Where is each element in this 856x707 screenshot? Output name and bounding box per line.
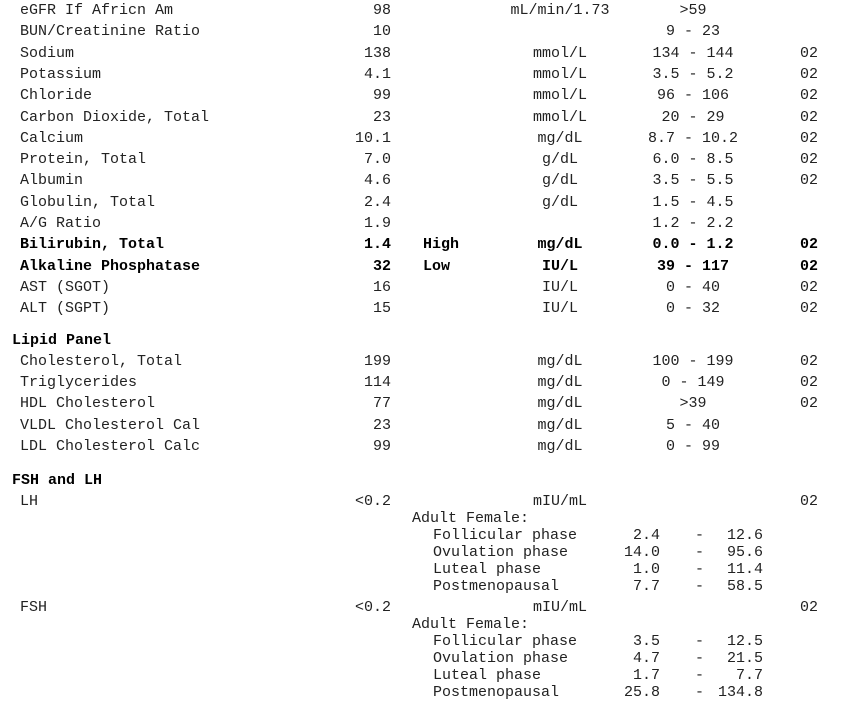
test-value: <0.2 [354,599,391,616]
reference-range: >39 [679,395,707,413]
result-row [0,301,856,322]
test-value: 1.9 [363,215,391,232]
reference-range: 0 - 32 [665,300,721,318]
test-unit: IU/L [541,257,579,275]
reference-range: 39 - 117 [656,257,730,275]
test-name: Protein, Total [20,151,147,169]
range-low: 4.7 [632,650,660,667]
test-value: 4.6 [363,172,391,190]
test-value: 114 [363,374,391,392]
result-row [0,46,856,67]
test-unit: g/dL [541,151,579,169]
test-name: Alkaline Phosphatase [20,257,201,275]
lab-code: 02 [799,374,818,392]
reference-group-label: Adult Female: [412,510,530,527]
phase-name: Luteal phase [433,561,542,578]
result-row [0,562,856,579]
result-row [0,152,856,173]
test-unit: g/dL [541,193,579,211]
lab-code: 02 [799,151,818,169]
reference-range: 0 - 40 [665,278,721,296]
test-name: A/G Ratio [20,215,102,232]
range-high: 7.7 [735,667,763,684]
test-name: Sodium [20,44,75,62]
reference-range: 134 - 144 [652,44,734,62]
test-name: Potassium [20,65,102,83]
test-unit: mIU/mL [532,599,588,616]
result-row [0,528,856,545]
lab-code: 02 [799,278,818,296]
reference-range: 1.5 - 4.5 [652,193,734,211]
result-row [0,651,856,668]
range-low: 1.7 [632,667,660,684]
result-row [0,131,856,152]
result-row [0,634,856,651]
test-name: Globulin, Total [20,193,156,211]
reference-range: 3.5 - 5.2 [652,65,734,83]
test-unit: mg/dL [537,353,583,370]
lab-code: 02 [799,108,818,126]
reference-range: 8.7 - 10.2 [647,129,739,147]
test-name: Triglycerides [20,374,138,392]
test-name: AST (SGOT) [20,278,111,296]
result-row [0,67,856,88]
test-name: FSH [20,599,48,616]
test-name: Cholesterol, Total [20,353,183,370]
result-row [0,216,856,237]
test-unit: mmol/L [532,108,588,126]
phase-name: Ovulation phase [433,544,569,561]
range-low: 3.5 [632,633,660,650]
test-unit: mg/dL [537,395,583,413]
result-row [0,375,856,396]
lab-code: 02 [799,257,818,275]
phase-name: Follicular phase [433,527,578,544]
lab-code: 02 [799,65,818,83]
test-name: Albumin [20,172,84,190]
reference-range: 3.5 - 5.5 [652,172,734,190]
reference-range: 9 - 23 [665,23,721,41]
lab-code: 02 [799,353,818,370]
result-row [0,3,856,24]
test-unit: mg/dL [537,236,583,254]
lab-code: 02 [799,395,818,413]
result-row [0,280,856,301]
result-row [0,173,856,194]
range-low: 14.0 [623,544,660,561]
test-unit: mg/dL [537,374,583,392]
reference-range: 100 - 199 [652,353,734,370]
range-dash: - [695,578,705,595]
test-name: Carbon Dioxide, Total [20,108,210,126]
result-row [0,439,856,460]
range-low: 1.0 [632,561,660,578]
test-value: 23 [372,108,391,126]
test-value: 199 [363,353,391,370]
test-value: <0.2 [354,493,391,510]
test-name: HDL Cholesterol [20,395,156,413]
test-value: 10.1 [354,129,391,147]
result-row [0,668,856,685]
lab-code: 02 [799,44,818,62]
result-row [0,685,856,702]
lab-code: 02 [799,300,818,318]
reference-range: 20 - 29 [661,108,725,126]
test-unit: IU/L [541,278,579,296]
test-value: 98 [372,2,391,19]
range-high: 12.5 [726,633,763,650]
lab-code: 02 [799,87,818,105]
lab-code: 02 [799,493,818,510]
test-unit: mg/dL [537,129,583,147]
reference-range: 0.0 - 1.2 [652,236,734,254]
phase-name: Ovulation phase [433,650,569,667]
range-dash: - [695,667,705,684]
range-low: 25.8 [623,684,660,701]
phase-name: Postmenopausal [433,578,560,595]
reference-range: 1.2 - 2.2 [652,215,734,232]
result-row [0,110,856,131]
reference-range: 0 - 149 [661,374,725,392]
test-value: 16 [372,278,391,296]
test-unit: mmol/L [532,65,588,83]
range-low: 2.4 [632,527,660,544]
lipid-panel-heading: Lipid Panel [12,332,112,349]
result-row [0,396,856,417]
range-dash: - [695,561,705,578]
abnormal-flag: Low [423,257,451,275]
range-high: 11.4 [726,561,763,578]
test-value: 1.4 [363,236,391,254]
result-row [0,418,856,439]
test-name: Bilirubin, Total [20,236,165,254]
test-value: 99 [372,437,391,455]
test-name: LDL Cholesterol Calc [20,437,201,455]
phase-name: Luteal phase [433,667,542,684]
reference-range: 0 - 99 [665,437,721,455]
test-name: VLDL Cholesterol Cal [20,416,201,434]
test-value: 32 [372,257,391,275]
lab-code: 02 [799,236,818,254]
test-name: Calcium [20,129,84,147]
test-value: 2.4 [363,193,391,211]
test-unit: mIU/mL [532,493,588,510]
result-row [0,259,856,280]
range-high: 58.5 [726,578,763,595]
range-high: 134.8 [717,684,763,701]
test-unit: mmol/L [532,44,588,62]
phase-name: Postmenopausal [433,684,560,701]
range-high: 95.6 [726,544,763,561]
result-row [0,88,856,109]
test-unit: g/dL [541,172,579,190]
test-value: 10 [372,23,391,41]
range-dash: - [695,650,705,667]
test-unit: mL/min/1.73 [510,2,610,19]
result-row [0,354,856,375]
test-value: 15 [372,300,391,318]
reference-range: 96 - 106 [656,87,730,105]
test-unit: mmol/L [532,87,588,105]
test-value: 4.1 [363,65,391,83]
test-name: Chloride [20,87,93,105]
phase-name: Follicular phase [433,633,578,650]
reference-group-label: Adult Female: [412,616,530,633]
range-high: 12.6 [726,527,763,544]
test-value: 7.0 [363,151,391,169]
test-name: BUN/Creatinine Ratio [20,23,201,41]
result-row [0,237,856,258]
test-unit: mg/dL [537,416,583,434]
reference-range: 6.0 - 8.5 [652,151,734,169]
test-value: 99 [372,87,391,105]
lab-code: 02 [799,172,818,190]
result-row [0,579,856,596]
reference-range: 5 - 40 [665,416,721,434]
abnormal-flag: High [423,236,460,254]
lab-code: 02 [799,129,818,147]
test-name: ALT (SGPT) [20,300,111,318]
fsh-lh-heading: FSH and LH [12,472,103,489]
test-name: eGFR If Africn Am [20,2,174,19]
test-value: 23 [372,416,391,434]
result-row [0,24,856,45]
range-dash: - [695,527,705,544]
test-value: 77 [372,395,391,413]
range-dash: - [695,684,705,701]
range-dash: - [695,633,705,650]
range-low: 7.7 [632,578,660,595]
test-value: 138 [363,44,391,62]
test-name: LH [20,493,39,510]
test-unit: mg/dL [537,437,583,455]
range-dash: - [695,544,705,561]
lab-code: 02 [799,599,818,616]
result-row [0,195,856,216]
test-unit: IU/L [541,300,579,318]
result-row [0,545,856,562]
range-high: 21.5 [726,650,763,667]
reference-range: >59 [679,2,707,19]
